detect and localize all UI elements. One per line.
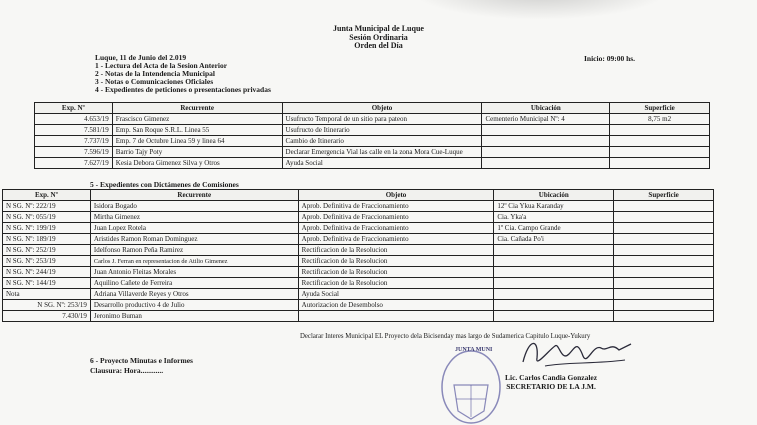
cell-objeto: Rectificacion de la Resolucion <box>298 256 494 267</box>
overflow-objeto-text: Declarar Interes Municipal EL Proyecto dela Bicisenday mas largo de Sudamerica Capitulo Luque-Yukury <box>300 333 591 340</box>
cell-ubicacion <box>482 125 610 136</box>
cell-recurrente: Aristides Ramon Roman Dominguez <box>90 234 298 245</box>
cell-recurrente: Kesia Debora Gimenez Silva y Otros <box>112 158 282 169</box>
cell-superficie <box>614 278 714 289</box>
table-header-row <box>35 103 710 114</box>
document-header <box>0 25 757 51</box>
cell-ubicacion: 1º Cia. Campo Grande <box>494 223 614 234</box>
section-6 <box>90 356 193 376</box>
closing-line: Clausura: Hora............ <box>90 366 164 375</box>
cell-ubicacion: 12º Cia Ykua Karanday <box>494 201 614 212</box>
seal-label: JUNTA MUNI <box>455 347 493 353</box>
cell-ubicacion <box>494 267 614 278</box>
cell-exp: N SG. Nº: 189/19 <box>3 234 91 245</box>
cell-recurrente: Mirtha Gimenez <box>90 212 298 223</box>
header-session: Sesión Ordinaria <box>349 32 408 42</box>
cell-objeto: Aprob. Definitiva de Fraccionamiento <box>298 201 494 212</box>
cell-exp: 7.627/19 <box>35 158 113 169</box>
cell-recurrente: Carlos J. Ferran en representacion de Atilio Gimenez <box>90 256 298 267</box>
col-exp: Exp. Nº <box>35 103 113 114</box>
cell-objeto: Aprob. Definitiva de Fraccionamiento <box>298 212 494 223</box>
cell-ubicacion <box>482 158 610 169</box>
cell-objeto: Rectificacion de la Resolucion <box>298 267 494 278</box>
cell-ubicacion: Cia. Yka'a <box>494 212 614 223</box>
cell-superficie <box>614 234 714 245</box>
cell-recurrente: Isidora Bogado <box>90 201 298 212</box>
cell-recurrente: Barrio Tajy Poty <box>112 147 282 158</box>
cell-ubicacion <box>494 289 614 300</box>
agenda-item-3: 3 - Notas o Comunicaciones Oficiales <box>95 77 214 86</box>
col-ubicacion: Ubicación <box>482 103 610 114</box>
cell-superficie <box>614 267 714 278</box>
cell-objeto: Cambio de Itinerario <box>282 136 482 147</box>
start-time: Inicio: 09:00 hs. <box>584 54 636 63</box>
cell-recurrente: Idelfonso Ramon Peña Ramirez <box>90 245 298 256</box>
cell-superficie <box>610 147 710 158</box>
table-row <box>3 212 714 223</box>
cell-superficie <box>610 136 710 147</box>
agenda-item-4: 4 - Expedientes de peticiones o presentaciones privadas <box>95 85 271 94</box>
col-objeto: Objeto <box>298 190 494 201</box>
cell-objeto: Aprob. Definitiva de Fraccionamiento <box>298 223 494 234</box>
cell-objeto <box>298 311 494 322</box>
cell-superficie <box>610 125 710 136</box>
cell-recurrente: Emp. San Roque S.R.L. Linea 55 <box>112 125 282 136</box>
cell-exp: N SG. Nº: 222/19 <box>3 201 91 212</box>
cell-exp: N SG. Nº: 199/19 <box>3 223 91 234</box>
cell-ubicacion <box>494 311 614 322</box>
cell-recurrente: Frascisco Gimenez <box>112 114 282 125</box>
cell-objeto: Ayuda Social <box>298 289 494 300</box>
cell-ubicacion <box>494 245 614 256</box>
handwritten-signature <box>515 332 635 372</box>
table-row <box>3 289 714 300</box>
table-row <box>3 278 714 289</box>
col-exp: Exp. Nº <box>3 190 91 201</box>
cell-ubicacion <box>494 256 614 267</box>
table-row <box>3 201 714 212</box>
col-recurrente: Recurrente <box>112 103 282 114</box>
table-header-row <box>3 190 714 201</box>
cell-ubicacion <box>482 136 610 147</box>
table-row <box>3 311 714 322</box>
cell-superficie <box>614 311 714 322</box>
cell-ubicacion <box>494 300 614 311</box>
table-row <box>3 245 714 256</box>
col-superficie: Superficie <box>610 103 710 114</box>
cell-superficie <box>614 223 714 234</box>
cell-superficie: 8,75 m2 <box>610 114 710 125</box>
table-row <box>3 223 714 234</box>
cell-objeto: Usufructo de Itinerario <box>282 125 482 136</box>
agenda-intro <box>95 54 271 94</box>
table-row <box>3 234 714 245</box>
cell-objeto: Autorizacion de Desembolso <box>298 300 494 311</box>
cell-exp: N SG. Nº: 144/19 <box>3 278 91 289</box>
cell-recurrente: Jeronimo Buman <box>90 311 298 322</box>
table-row <box>35 114 710 125</box>
cell-objeto: Usufructo Temporal de un sitio para pateon <box>282 114 482 125</box>
signatory-block <box>505 373 597 391</box>
header-agenda: Orden del Día <box>354 41 403 50</box>
col-superficie: Superficie <box>614 190 714 201</box>
cell-recurrente: Desarrollo productivo 4 de Julio <box>90 300 298 311</box>
col-ubicacion: Ubicación <box>494 190 614 201</box>
cell-recurrente: Juan Antonio Fleitas Morales <box>90 267 298 278</box>
cell-exp: N SG. Nº: 253/19 <box>3 256 91 267</box>
cell-superficie <box>614 256 714 267</box>
table-row <box>35 125 710 136</box>
cell-superficie <box>614 289 714 300</box>
col-recurrente: Recurrente <box>90 190 298 201</box>
page-smudge <box>410 0 670 20</box>
table-row <box>35 136 710 147</box>
cell-exp: 7.430/19 <box>3 311 91 322</box>
cell-exp: 4.653/19 <box>35 114 113 125</box>
signatory-title: SECRETARIO DE LA J.M. <box>506 382 596 391</box>
cell-exp: Nota <box>3 289 91 300</box>
cell-exp: N SG. Nº: 252/19 <box>3 245 91 256</box>
cell-recurrente: Aquilino Cañete de Ferreira <box>90 278 298 289</box>
section-6-title: 6 - Proyecto Minutas e Informes <box>90 356 193 365</box>
cell-ubicacion <box>494 278 614 289</box>
cell-exp: 7.737/19 <box>35 136 113 147</box>
cell-ubicacion: Cia. Cañada Po'i <box>494 234 614 245</box>
cell-superficie <box>614 212 714 223</box>
table-row <box>3 267 714 278</box>
cell-exp: 7.581/19 <box>35 125 113 136</box>
cell-recurrente: Adriana Villaverde Reyes y Otros <box>90 289 298 300</box>
cell-exp: N SG. Nº: 253/19 <box>3 300 91 311</box>
official-seal <box>440 345 502 425</box>
cell-objeto: Rectificacion de la Resolucion <box>298 278 494 289</box>
cell-superficie <box>610 158 710 169</box>
cell-objeto: Ayuda Social <box>282 158 482 169</box>
cell-ubicacion <box>482 147 610 158</box>
private-petitions-table <box>34 102 710 169</box>
commission-dictamenes-table <box>2 189 714 322</box>
cell-exp: N SG. Nº: 055/19 <box>3 212 91 223</box>
cell-recurrente: Emp. 7 de Octubre Linea 59 y linea 64 <box>112 136 282 147</box>
cell-objeto: Declarar Emergencia Vial las calle en la zona Mora Cue-Luque <box>282 147 482 158</box>
cell-superficie <box>614 201 714 212</box>
cell-exp: N SG. Nº: 244/19 <box>3 267 91 278</box>
cell-recurrente: Juan Lopez Rotela <box>90 223 298 234</box>
agenda-item-2: 2 - Notas de la Intendencia Municipal <box>95 69 216 78</box>
cell-exp: 7.596/19 <box>35 147 113 158</box>
cell-ubicacion: Cementerio Municipal Nº: 4 <box>482 114 610 125</box>
header-institution: Junta Municipal de Luque <box>333 24 424 33</box>
signatory-name: Lic. Carlos Candia Gonzalez <box>505 373 598 382</box>
cell-objeto: Rectificacion de la Resolucion <box>298 245 494 256</box>
table-row <box>3 256 714 267</box>
table-row <box>35 147 710 158</box>
section-5-title: 5 - Expedientes con Dictámenes de Comisiones <box>90 180 239 189</box>
table-row <box>35 158 710 169</box>
cell-superficie <box>614 300 714 311</box>
session-date: Luque, 11 de Junio del 2.019 <box>95 53 187 62</box>
cell-objeto: Aprob. Definitiva de Fraccionamiento <box>298 234 494 245</box>
agenda-item-1: 1 - Lectura del Acta de la Sesion Anterior <box>95 61 228 70</box>
cell-superficie <box>614 245 714 256</box>
table-row <box>3 300 714 311</box>
col-objeto: Objeto <box>282 103 482 114</box>
